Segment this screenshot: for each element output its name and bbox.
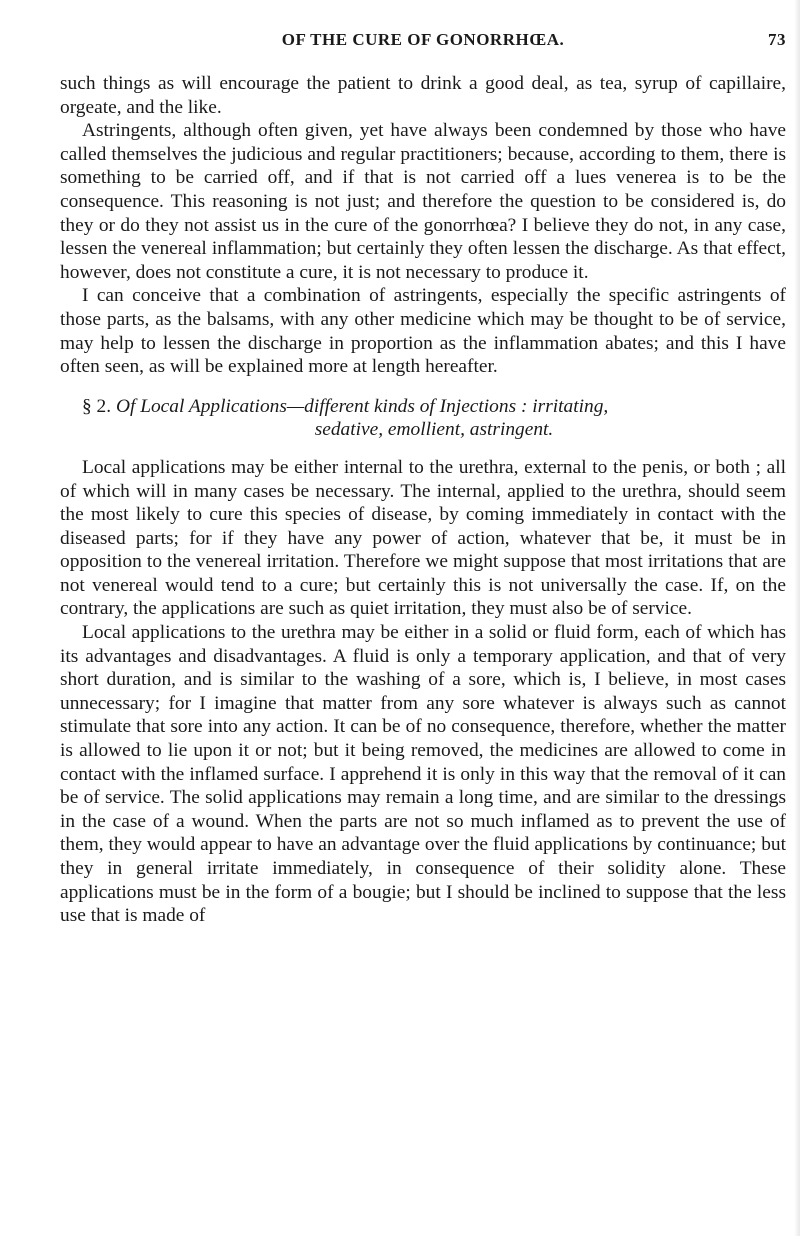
page-edge-shadow — [794, 0, 800, 1236]
paragraph: Local applications may be either internal to the urethra, external to the penis, or both ; all of which will in many cases be necessary. The internal, applied to the urethra, should seem the most likely to cure this species of disease, by coming immediately in contact with the diseased parts; for if they have any power of action, whatever that be, it must be in opposition to the venereal irritation. Therefore we might suppose that most irritations that are not venereal would tend to a cure; but certainly this is not universally the case. If, on the contrary, the applications are such as quiet irritation, they must also be of service. — [60, 456, 786, 620]
running-title: OF THE CURE OF GONORRHŒA. — [281, 30, 565, 49]
paragraph: Local applications to the urethra may be either in a solid or fluid form, each of which has its advantages and disadvantages. A fluid is only a temporary application, and that of very short duration, and is similar to the washing of a sore, which is, I believe, in most cases unnecessary; for I imagine that matter from any sore whatever is always such as cannot stimulate that sore into any action. It can be of no consequence, therefore, whether the matter is allowed to lie upon it or not; but it being removed, the medicines are allowed to come in contact with the inflamed surface. I apprehend it is only in this way that the removal of it can be of service. The solid applications may remain a long time, and are similar to the dressings in the case of a wound. When the parts are not so much inflamed as to prevent the use of them, they would appear to have an advantage over the fluid applications by continuance; but they in general irritate immediately, in consequence of their solidity alone. These applications must be in the form of a bougie; but I should be inclined to suppose that the less use that is made of — [60, 622, 786, 927]
section-subtitle: sedative, emollient, astringent. — [314, 419, 554, 441]
paragraph: I can conceive that a combination of astringents, especially the specific astringents of those parts, as the balsams, with any other medicine which may be thought to be of service, may help to lessen the discharge in proportion as the inflammation abates; and this I have often seen, as will be explained more at length hereafter. — [60, 285, 786, 378]
paragraph: Astringents, although often given, yet have always been condemned by those who have called themselves the judicious and regular practitioners; because, according to them, there is something to be carried off, and if that is not carried off a lues venerea is to be the consequence. This reasoning is not just; and therefore the question to be considered is, do they or do they not assist us in the cure of the gonorrhœa? I believe they do not, in any case, lessen the venereal inflammation; but certainly they often lessen the discharge. As that effect, however, does not constitute a cure, it is not necessary to produce it. — [60, 120, 786, 283]
page-number: 73 — [768, 30, 786, 49]
paragraph: such things as will encourage the patient to drink a good deal, as tea, syrup of capillaire, orgeate, and the like. — [60, 73, 786, 118]
section-heading — [60, 395, 786, 442]
section-number: § 2. — [82, 395, 112, 417]
body-text — [60, 72, 786, 928]
running-header — [60, 30, 786, 54]
section-title: Of Local Applications—different kinds of Injections : irritating, — [115, 395, 609, 417]
